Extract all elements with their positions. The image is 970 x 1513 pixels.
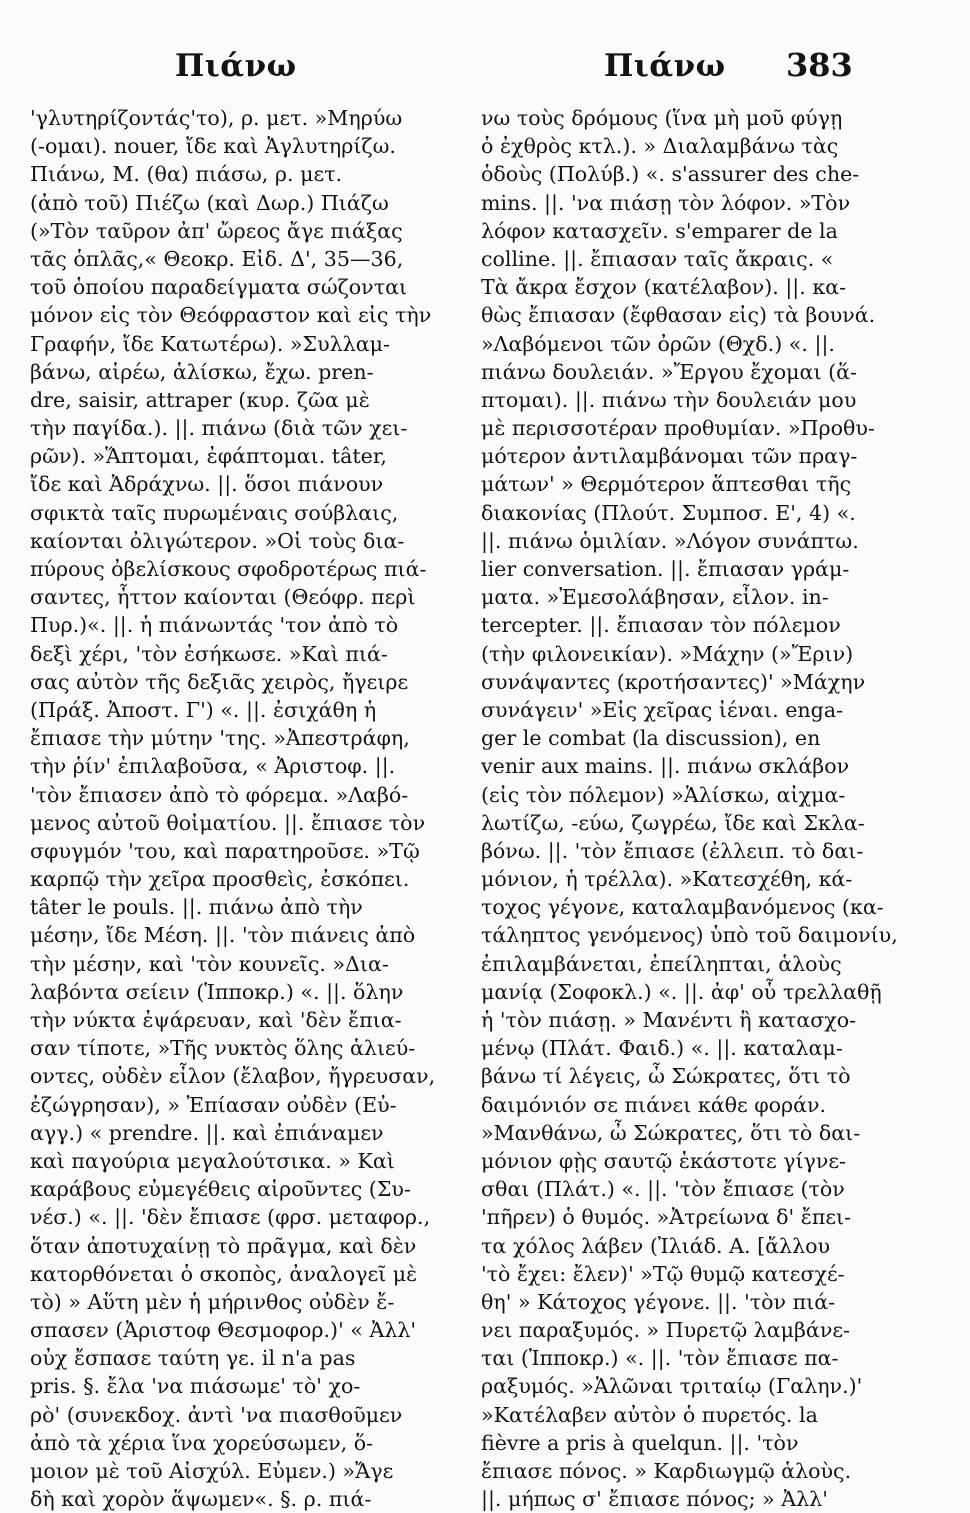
left-column-line: τᾶς ὁπλᾶς,« Θεοκρ. Εἰδ. Δ', 35—36, [30, 246, 404, 271]
left-column [30, 104, 450, 1513]
left-column-line: ἀπὸ τὰ χέρια ἵνα χορεύσωμεν, ὅ- [30, 1430, 374, 1455]
right-column-line: mins. ||. 'να πιάσῃ τὸν λόφον. »Τὸν [481, 190, 851, 215]
left-column-line: δὴ καὶ χορὸν ἅψωμεν«. §. ρ. πιά- [30, 1487, 372, 1512]
left-column-line: σαν τίποτε, »Τῆς νυκτὸς ὅλης ἁλιεύ- [30, 1036, 416, 1061]
right-column-line: μένῳ (Πλάτ. Φαιδ.) «. ||. καταλαμ- [481, 1036, 843, 1061]
left-column-line: τὴν ῥίν' ἐπιλαβοῦσα, « Ἀριστοφ. ||. [30, 754, 396, 779]
right-column-line: (εἰς τὸν πόλεμον) »Ἁλίσκω, αἰχμα- [481, 782, 846, 807]
right-column-line: fièvre a pris à quelqun. ||. 'τὸν [481, 1430, 799, 1455]
left-column-line: Πυρ.)«. ||. ἡ πιάνωντάς 'τον ἀπὸ τὸ [30, 613, 399, 638]
left-column-line: τὴν μέσην, καὶ 'τὸν κουνεῖς. »Δια- [30, 951, 389, 976]
left-column-line: σπασεν (Ἀριστοφ Θεσμοφορ.)' « Ἀλλ' [30, 1318, 417, 1343]
left-column-line: μενος αὐτοῦ θοἰματίου. ||. ἔπιασε τὸν [30, 810, 426, 835]
left-column-line: τοῦ ὁποίου παραδείγματα σώζονται [30, 275, 408, 300]
left-column-line: ἐζώγρησαν), » Ἐπίασαν οὐδὲν (Εὐ- [30, 1092, 397, 1117]
right-column-line: »Λαβόμενοι τῶν ὀρῶν (Θχδ.) «. ||. [481, 331, 835, 356]
right-column-line: 'τὸ ἔχει: ἔλεν)' »Τῷ θυμῷ κατεσχέ- [481, 1261, 845, 1286]
left-column-line: σφικτὰ ταῖς πυρωμέναις σούβλαις, [30, 500, 399, 525]
left-column-line: ὅταν ἀποτυχαίνῃ τὸ πρᾶγμα, καὶ δὲν [30, 1233, 417, 1258]
left-column-line: (-ομαι). nouer, ἴδε καὶ Ἀγλυτηρίζω. [30, 134, 396, 159]
left-column-line: (Πράξ. Ἀποστ. Γ') «. ||. ἐσιχάθη ἡ [30, 697, 377, 722]
left-column-line: (»Τὸν ταῦρον ἀπ' ὤρεος ἄγε πιάξας [30, 218, 403, 243]
right-column-line: ὁ ἐχθρὸς κτλ.). » Διαλαμβάνω τὰς [481, 134, 839, 159]
right-column-line: πιάνω δουλειάν. »Ἔργου ἔχομαι (ἅ- [481, 359, 857, 384]
left-column-line: ἴδε καὶ Ἀδράχνω. ||. ὅσοι πιάνουν [30, 472, 384, 497]
left-column-line: ρῶν). »Ἅπτομαι, ἐφάπτομαι. tâter, [30, 444, 387, 469]
left-column-line: δεξὶ χέρι, 'τὸν ἐσήκωσε. »Καὶ πιά- [30, 641, 388, 666]
right-column-line: νει παραξυμός. » Πυρετῷ λαμβάνε- [481, 1318, 850, 1343]
right-column-line: Τὰ ἄκρα ἔσχον (κατέλαβον). ||. κα- [481, 275, 847, 300]
left-column-line: ρὸ' (συνεκδοχ. ἀντὶ 'να πιασθοῦμεν [30, 1402, 403, 1427]
left-column-line: 'γλυτηρίζοντάς'το), ρ. μετ. »Μηρύω [30, 106, 403, 130]
right-column-line: βόνω. ||. 'τὸν ἔπιασε (ἐλλειπ. τὸ δαι- [481, 838, 864, 863]
right-column-line: τα χόλος λάβεν (Ἰλιάδ. Α. [ἄλλου [481, 1233, 831, 1258]
left-column-line: πύρους ὀβελίσκους σφοδροτέρως πιά- [30, 557, 427, 581]
left-column-line: βάνω, αἱρέω, ἁλίσκω, ἔχω. pren- [30, 359, 374, 384]
right-column-line: τάληπτος γενόμενος) ὑπὸ τοῦ δαιμονίυ, [481, 923, 898, 948]
left-column-line: τὸ) » Αὕτη μὲν ἡ μήρινθος οὐδὲν ἔ- [30, 1289, 395, 1314]
right-column-line: πτομαι). ||. πιάνω τὴν δουλειάν μου [481, 387, 857, 412]
right-column-line: lier conversation. ||. ἔπιασαν γράμ- [481, 557, 850, 581]
right-column-line: λόφον κατασχεῖν. s'emparer de la [481, 218, 838, 243]
right-column-line: ἔπιασε πόνος. » Καρδιωγμῷ ἁλοὺς. [481, 1459, 852, 1483]
page-header [0, 48, 970, 96]
right-column-line: συνάγειν' »Εἰς χεῖρας ἰέναι. enga- [481, 697, 844, 722]
right-column-line: διακονίας (Πλούτ. Συμποσ. Ε', 4) «. [481, 500, 856, 525]
right-column-line: ||. πιάνω ὁμιλίαν. »Λόγον συνάπτω. [481, 528, 859, 553]
left-column-line: μέσην, ἴδε Μέση. ||. 'τὸν πιάνεις ἀπὸ [30, 923, 416, 948]
left-column-line: καράβους εὐμεγέθεις αἱροῦντες (Συ- [30, 1177, 411, 1202]
right-column-line: μότερον ἀντιλαμβάνομαι τῶν πραγ- [481, 444, 858, 469]
left-running-headword: Πιάνω [175, 48, 297, 84]
left-column-line: dre, saisir, attraper (κυρ. ζῶα μὲ [30, 387, 370, 412]
right-column-line: 'πῆρεν) ὁ θυμός. »Ἀτρείωνα δ' ἔπει- [481, 1205, 852, 1230]
right-column-line: λωτίζω, -εύω, ζωγρέω, ἴδε καὶ Σκλα- [481, 810, 865, 835]
left-column-line: μοιον μὲ τοῦ Αἰσχύλ. Εὐμεν.) »Ἄγε [30, 1459, 394, 1483]
right-column-line: τοχος γέγονε, καταλαμβανόμενος (κα- [481, 895, 884, 920]
right-column-line: colline. ||. ἔπιασαν ταῖς ἄκραις. « [481, 246, 834, 271]
right-column-line: (τὴν φιλονεικίαν). »Μάχην (»Ἔριν) [481, 641, 854, 666]
right-column-line: ραξυμός. »Ἁλῶναι τριταίῳ (Γαλην.)' [481, 1374, 863, 1399]
right-column [481, 104, 903, 1513]
right-column-line: μάτων' » Θερμότερον ἅπτεσθαι τῆς [481, 472, 852, 497]
right-column-line: μόνιον, ἡ τρέλλα). »Κατεσχέθη, κά- [481, 867, 853, 892]
right-column-line: ἡ 'τὸν πιάσῃ. » Μανέντι ἢ κατασχο- [481, 1008, 857, 1032]
right-column-line: δαιμόνιόν σε πιάνει κάθε φοράν. [481, 1092, 827, 1117]
left-column-line: μόνον εἰς τὸν Θεόφραστον καὶ εἰς τὴν [30, 303, 432, 328]
left-column-line: νέσ.) «. ||. 'δὲν ἔπιασε (φρσ. μεταφορ., [30, 1205, 431, 1230]
right-column-line: ἐπιλαμβάνεται, ἐπείληπται, ἁλοὺς [481, 951, 842, 976]
left-column-line: τὴν παγίδα.). ||. πιάνω (διὰ τῶν χει- [30, 416, 408, 441]
right-column-line: venir aux mains. ||. πιάνω σκλάβον [481, 754, 850, 779]
right-column-line: ger le combat (la discussion), en [481, 726, 821, 751]
left-column-line: αγγ.) « prendre. ||. καὶ ἐπιάναμεν [30, 1120, 384, 1145]
left-column-line: tâter le pouls. ||. πιάνω ἀπὸ τὴν [30, 895, 363, 920]
right-column-line: μὲ περισσοτέραν προθυμίαν. »Προθυ- [481, 416, 875, 441]
left-column-line: οὐχ ἔσπασε ταύτη γε. il n'a pas [30, 1346, 356, 1371]
left-column-line: ἔπιασε τὴν μύτην 'της. »Ἀπεστράφη, [30, 726, 410, 751]
left-column-line: Πιάνω, Μ. (θα) πιάσω, ρ. μετ. [30, 162, 343, 187]
right-column-line: σθαι (Πλάτ.) «. ||. 'τὸν ἔπιασε (τὸν [481, 1177, 845, 1202]
left-column-line: σας αὐτὸν τῆς δεξιᾶς χειρὸς, ἤγειρε [30, 669, 409, 694]
left-column-line: καρπῷ τὴν χεῖρα προσθεὶς, ἐσκόπει. [30, 867, 410, 892]
left-column-line: τὴν νύκτα ἐψάρευαν, καὶ 'δὲν ἔπια- [30, 1008, 402, 1032]
left-column-line: 'τὸν ἔπιασεν ἀπὸ τὸ φόρεμα. »Λαβό- [30, 782, 409, 807]
right-column-line: μανίᾳ (Σοφοκλ.) «. ||. ἀφ' οὗ τρελλαθῇ [481, 979, 882, 1004]
right-column-line: νω τοὺς δρόμους (ἵνα μὴ μοῦ φύγῃ [481, 106, 843, 130]
right-column-line: θὼς ἔπιασαν (ἔφθασαν εἰς) τὰ βουνά. [481, 303, 876, 328]
right-column-line: ||. μήπως σ' ἔπιασε πόνος; » Ἀλλ' [481, 1487, 828, 1512]
right-running-headword: Πιάνω [604, 48, 726, 84]
left-column-line: pris. §. ἔλα 'να πιάσωμε' τὸ' χο- [30, 1374, 361, 1399]
right-column-line: »Μανθάνω, ὦ Σώκρατες, ὅτι τὸ δαι- [481, 1120, 861, 1145]
left-column-line: Γραφήν, ἴδε Κατωτέρω). »Συλλαμ- [30, 331, 390, 356]
left-column-line: καίονται ὀλιγώτερον. »Οἱ τοὺς δια- [30, 528, 405, 553]
left-column-line: σαντες, ἧττον καίονται (Θεόφρ. περὶ [30, 585, 416, 610]
right-column-line: βάνω τί λέγεις, ὦ Σώκρατες, ὅτι τὸ [481, 1064, 851, 1089]
right-column-line: ται (Ἱπποκρ.) «. ||. 'τὸν ἔπιασε πα- [481, 1346, 839, 1371]
left-column-line: οντες, οὐδὲν εἶλον (ἔλαβον, ἤγρευσαν, [30, 1064, 436, 1089]
page-number: 383 [786, 46, 853, 84]
right-column-line: θη' » Κάτοχος γέγονε. ||. 'τὸν πιά- [481, 1289, 836, 1314]
right-column-line: »Κατέλαβεν αὐτὸν ὁ πυρετός. la [481, 1402, 818, 1427]
right-column-line: μόνιον φῂς σαυτῷ ἑκάστοτε γίγνε- [481, 1148, 847, 1173]
right-column-line: tercepter. ||. ἔπιασαν τὸν πόλεμον [481, 613, 841, 638]
left-column-line: λαβόντα σείειν (Ἱπποκρ.) «. ||. ὅλην [30, 979, 404, 1004]
left-column-line: καὶ παγούρια μεγαλούτσικα. » Καὶ [30, 1148, 395, 1173]
left-column-line: σφυγμόν 'του, καὶ παρατηροῦσε. »Τῷ [30, 838, 420, 863]
left-column-line: (ἀπὸ τοῦ) Πιέζω (καὶ Δωρ.) Πιάζω [30, 190, 389, 215]
left-column-line: κατορθόνεται ὁ σκοπὸς, ἀναλογεῖ μὲ [30, 1261, 418, 1286]
right-column-line: ὁδοὺς (Πολύβ.) «. s'assurer des che- [481, 162, 860, 187]
right-column-line: συνάψαντες (κροτήσαντες)' »Μάχην [481, 669, 866, 694]
right-column-line: ματα. »Ἐμεσολάβησαν, εἶλον. in- [481, 585, 829, 610]
